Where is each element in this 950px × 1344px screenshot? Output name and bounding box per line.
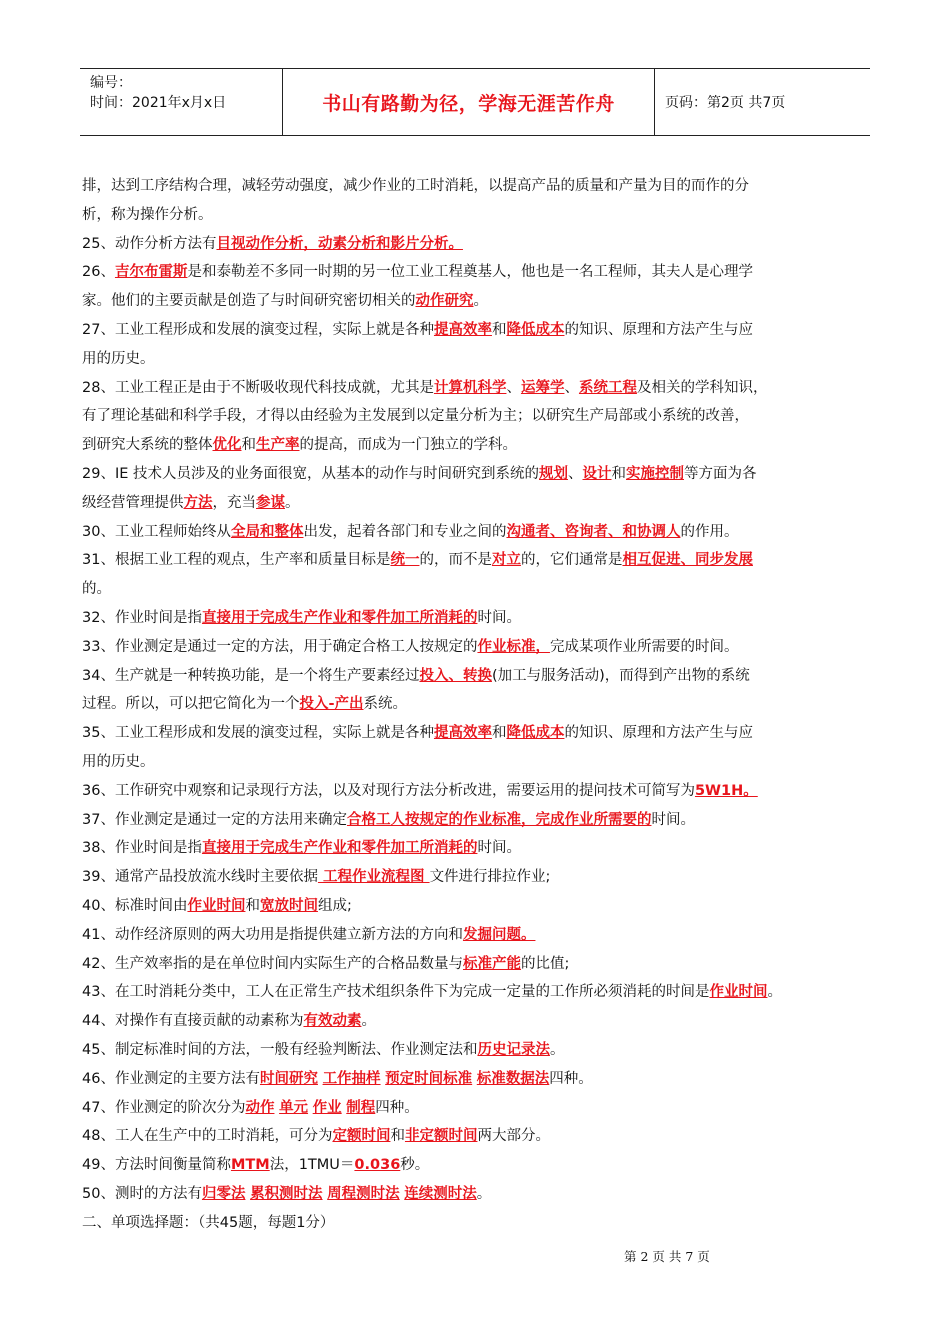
body-text: 秒。 xyxy=(400,1157,430,1174)
body-text: 过程。所以，可以把它简化为一个 xyxy=(82,696,300,713)
body-text: 用的历史。 xyxy=(82,753,155,770)
text-line xyxy=(82,345,872,374)
answer-highlight: MTM xyxy=(230,1157,270,1174)
text-line xyxy=(82,374,872,403)
answer-highlight: 统一 xyxy=(390,552,420,569)
answer-highlight: 累积测时法 xyxy=(250,1185,323,1202)
body-text: 45、制定标准时间的方法，一般有经验判断法、作业测定法和 xyxy=(82,1041,478,1058)
body-text: 38、作业时间是指 xyxy=(82,840,202,857)
body-text: 。 xyxy=(473,293,488,310)
text-line xyxy=(82,834,872,863)
answer-highlight: 降低成本 xyxy=(506,321,565,338)
body-text: 的提高，而成为一门独立的学科。 xyxy=(299,437,517,454)
text-line xyxy=(82,546,872,575)
body-text: 及相关的学科知识， xyxy=(636,379,768,396)
answer-highlight: 预定时间标准 xyxy=(385,1070,473,1087)
text-line xyxy=(82,604,872,633)
body-text: 组成; xyxy=(317,897,352,914)
answer-highlight: 合格工人按规定的作业标准，完成作业所需要的 xyxy=(346,811,652,828)
body-text: 出发，起着各部门和专业之间的 xyxy=(303,523,507,540)
text-line xyxy=(82,1180,872,1209)
text-line xyxy=(82,633,872,662)
text-line xyxy=(82,806,872,835)
body-text: 30、工业工程师始终从 xyxy=(82,523,231,540)
body-text: 和 xyxy=(611,465,626,482)
header-motto: 书山有路勤为径，学海无涯苦作舟 xyxy=(322,92,615,115)
body-text: 46、作业测定的主要方法有 xyxy=(82,1070,260,1087)
answer-highlight: 全局和整体 xyxy=(230,523,304,540)
body-text: 。 xyxy=(361,1013,376,1030)
answer-highlight: 沟通者、咨询者、和协调人 xyxy=(506,523,681,540)
body-text: 34、生产就是一种转换功能，是一个将生产要素经过 xyxy=(82,667,420,684)
body-text: 43、在工时消耗分类中，工人在正常生产技术组织条件下为完成一定量的工作所必须消耗的时间是 xyxy=(82,984,710,1001)
page-header xyxy=(80,68,870,136)
body-text: 41、动作经济原则的两大功用是指提供建立新方法的方向和 xyxy=(82,926,463,943)
body-text: 31、根据工业工程的观点，生产率和质量目标是 xyxy=(82,552,391,569)
body-text: 35、工业工程形成和发展的演变过程，实际上就是各种 xyxy=(82,725,434,742)
body-text: 48、工人在生产中的工时消耗，可分为 xyxy=(82,1128,333,1145)
body-text: 。 xyxy=(476,1185,492,1202)
body-text: 的。 xyxy=(82,581,111,598)
text-line xyxy=(82,719,872,748)
text-line xyxy=(82,518,872,547)
body-text: 时间。 xyxy=(477,840,521,857)
body-text: 的知识、原理和方法产生与应 xyxy=(564,725,753,742)
answer-highlight: 投入-产出 xyxy=(299,696,364,713)
body-text: 的比值; xyxy=(520,955,570,972)
body-text: 排，达到工序结构合理，减轻劳动强度，减少作业的工时消耗，以提高产品的质量和产量为目的而作的分 xyxy=(82,178,749,194)
body-text: 27、工业工程形成和发展的演变过程，实际上就是各种 xyxy=(82,321,434,338)
document-body xyxy=(82,172,872,1237)
body-text: 的，它们通常是 xyxy=(520,552,623,569)
body-text: 和 xyxy=(491,725,507,742)
answer-highlight: 5W1H。 xyxy=(694,782,758,799)
body-text: 40、标准时间由 xyxy=(82,897,188,914)
answer-highlight: 直接用于完成生产作业和零件加工所消耗的 xyxy=(201,840,478,857)
header-page-cell xyxy=(655,69,870,135)
answer-highlight: 定额时间 xyxy=(332,1128,391,1145)
answer-highlight: 周程测时法 xyxy=(327,1185,400,1202)
body-text: 的，而不是 xyxy=(419,552,492,569)
answer-highlight: 生产率 xyxy=(256,437,300,454)
body-text: 用的历史。 xyxy=(82,350,155,367)
body-text: 49、方法时间衡量简称 xyxy=(82,1157,231,1174)
body-text: 和 xyxy=(491,321,507,338)
text-line xyxy=(82,230,872,259)
body-text: 析，称为操作分析。 xyxy=(82,206,213,223)
answer-highlight: 有效动素 xyxy=(303,1013,362,1030)
answer-highlight: 实施控制 xyxy=(626,465,684,482)
text-line xyxy=(82,748,872,777)
text-line xyxy=(82,1094,872,1123)
answer-highlight: 时间研究 xyxy=(259,1070,318,1087)
answer-highlight: 吉尔布雷斯 xyxy=(114,264,188,281)
text-line xyxy=(82,1209,872,1238)
body-text: 和 xyxy=(390,1128,405,1145)
text-line xyxy=(82,287,872,316)
answer-highlight: 单元 xyxy=(279,1099,309,1116)
answer-highlight: 计算机科学 xyxy=(433,379,507,396)
text-line xyxy=(82,172,872,201)
answer-highlight: 参谋 xyxy=(256,494,285,511)
answer-highlight: 降低成本 xyxy=(506,725,565,742)
body-text: 等方面为各 xyxy=(684,465,757,482)
body-text: 时间。 xyxy=(651,811,695,828)
text-line xyxy=(82,316,872,345)
answer-highlight: 非定额时间 xyxy=(404,1128,478,1145)
header-motto-cell xyxy=(283,69,655,135)
text-line xyxy=(82,431,872,460)
answer-highlight: 优化 xyxy=(212,437,242,454)
body-text: 26、 xyxy=(82,264,115,281)
text-line xyxy=(82,950,872,979)
header-meta xyxy=(80,69,283,135)
text-line xyxy=(82,921,872,950)
body-text: 四种。 xyxy=(549,1070,593,1087)
text-line xyxy=(82,1065,872,1094)
body-text: 系统。 xyxy=(363,696,408,713)
body-text: 37、作业测定是通过一定的方法用来确定 xyxy=(82,811,347,828)
header-date: 时间：2021年x月x日 xyxy=(90,95,227,111)
text-line xyxy=(82,489,872,518)
answer-highlight: 相互促进、同步发展 xyxy=(622,552,753,569)
header-page-number: 页码：第2页 共7页 xyxy=(665,95,786,111)
text-line xyxy=(82,575,872,604)
body-text: 和 xyxy=(245,897,260,914)
text-line xyxy=(82,978,872,1007)
body-text: 完成某项作业所需要的时间。 xyxy=(549,638,739,655)
body-text: 39、通常产品投放流水线时主要依据 xyxy=(82,869,318,886)
answer-highlight: 标准产能 xyxy=(462,955,521,972)
text-line xyxy=(82,1122,872,1151)
answer-highlight: 0.036 xyxy=(354,1157,401,1174)
body-text: 29、IE 技术人员涉及的业务面很宽，从基本的动作与时间研究到系统的 xyxy=(82,465,539,482)
answer-highlight: 系统工程 xyxy=(578,379,637,396)
body-text: 33、作业测定是通过一定的方法，用于确定合格工人按规定的 xyxy=(82,638,478,655)
answer-highlight: 宽放时间 xyxy=(259,897,318,914)
answer-highlight: 作业标准， xyxy=(477,638,550,655)
answer-highlight: 工作抽样 xyxy=(322,1070,381,1087)
text-line xyxy=(82,863,872,892)
body-text: 二、单项选择题：（共45题，每题1分） xyxy=(82,1214,335,1231)
answer-highlight: 规划 xyxy=(539,465,568,482)
body-text: 法，1TMU＝ xyxy=(269,1157,355,1174)
body-text: 、 xyxy=(568,465,583,482)
body-text: 家。他们的主要贡献是创造了与时间研究密切相关的 xyxy=(82,293,416,310)
text-line xyxy=(82,1151,872,1180)
answer-highlight: 制程 xyxy=(346,1099,376,1116)
answer-highlight: 作业 xyxy=(312,1099,342,1116)
body-text: 25、动作分析方法有 xyxy=(82,235,217,252)
body-text: 是和泰勒差不多同一时期的另一位工业工程奠基人，他也是一名工程师，其夫人是心理学 xyxy=(187,264,753,281)
body-text: ，充当 xyxy=(212,494,256,511)
body-text: 四种。 xyxy=(375,1099,419,1116)
body-text: 。 xyxy=(767,984,782,1001)
answer-highlight: 提高效率 xyxy=(433,725,492,742)
body-text: 、 xyxy=(564,379,579,396)
text-line xyxy=(82,1036,872,1065)
body-text: 。 xyxy=(549,1041,565,1058)
body-text: 两大部分。 xyxy=(477,1128,550,1145)
body-text: 28、工业工程正是由于不断吸收现代科技成就，尤其是 xyxy=(82,379,434,396)
body-text: 的作用。 xyxy=(680,523,739,540)
body-text: 有了理论基础和科学手段，才得以由经验为主发展到以定量分析为主；以研究生产局部或小系统的改善， xyxy=(82,408,749,425)
body-text: 36、工作研究中观察和记录现行方法，以及对现行方法分析改进，需要运用的提问技术可简写为 xyxy=(82,782,695,799)
answer-highlight: 发掘问题。 xyxy=(462,926,536,943)
answer-highlight: 归零法 xyxy=(201,1185,246,1202)
answer-highlight: 直接用于完成生产作业和零件加工所消耗的 xyxy=(201,609,478,626)
answer-highlight: 提高效率 xyxy=(433,321,492,338)
text-line xyxy=(82,690,872,719)
body-text: (加工与服务活动)，而得到产出物的系统 xyxy=(491,667,750,684)
answer-highlight: 设计 xyxy=(582,465,612,482)
answer-highlight: 对立 xyxy=(491,552,521,569)
answer-highlight: 动作 xyxy=(245,1099,275,1116)
text-line xyxy=(82,892,872,921)
body-text: 的知识、原理和方法产生与应 xyxy=(564,321,753,338)
page-footer: 第 2 页 共 7 页 xyxy=(624,1249,710,1264)
body-text: 文件进行排拉作业; xyxy=(429,869,551,886)
text-line xyxy=(82,1007,872,1036)
answer-highlight: 标准数据法 xyxy=(476,1070,550,1087)
answer-highlight: 作业时间 xyxy=(709,984,768,1001)
header-number: 编号： xyxy=(90,75,132,91)
body-text: 时间。 xyxy=(477,609,521,626)
body-text: 44、对操作有直接贡献的动素称为 xyxy=(82,1013,304,1030)
answer-highlight: 连续测时法 xyxy=(404,1185,477,1202)
text-line xyxy=(82,662,872,691)
text-line xyxy=(82,460,872,489)
answer-highlight: 工程作业流程图 xyxy=(317,869,430,886)
answer-highlight: 历史记录法 xyxy=(477,1041,550,1058)
body-text: 42、生产效率指的是在单位时间内实际生产的合格品数量与 xyxy=(82,955,463,972)
body-text: 50、测时的方法有 xyxy=(82,1185,202,1202)
body-text: 。 xyxy=(285,494,300,511)
answer-highlight: 目视动作分析，动素分析和影片分析。 xyxy=(216,235,463,252)
body-text: 和 xyxy=(241,437,256,454)
body-text: 、 xyxy=(506,379,521,396)
body-text: 级经营管理提供 xyxy=(82,494,184,511)
answer-highlight: 运筹学 xyxy=(520,379,565,396)
answer-highlight: 作业时间 xyxy=(187,897,246,914)
answer-highlight: 方法 xyxy=(183,494,213,511)
body-text: 32、作业时间是指 xyxy=(82,609,202,626)
body-text: 47、作业测定的阶次分为 xyxy=(82,1099,246,1116)
text-line xyxy=(82,201,872,230)
body-text: 到研究大系统的整体 xyxy=(82,437,213,454)
answer-highlight: 投入、转换 xyxy=(419,667,492,684)
text-line xyxy=(82,777,872,806)
text-line xyxy=(82,402,872,431)
answer-highlight: 动作研究 xyxy=(415,293,474,310)
text-line xyxy=(82,258,872,287)
